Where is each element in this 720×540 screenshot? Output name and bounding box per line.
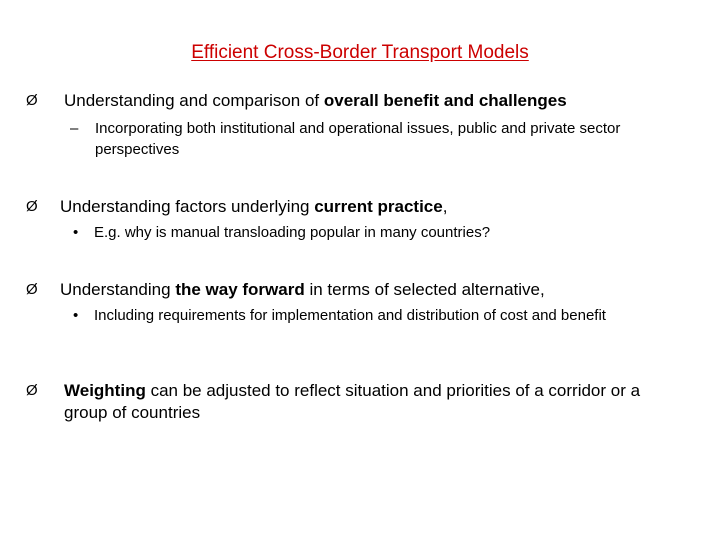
arrow-bullet-icon: Ø: [26, 382, 38, 399]
slide-title: Efficient Cross-Border Transport Models: [191, 42, 529, 63]
arrow-bullet-icon: Ø: [26, 198, 38, 215]
bullet-point-3-text: Understanding the way forward in terms of selected alternative,: [60, 280, 545, 299]
sub-point-2: [73, 222, 693, 243]
sub-point-2-text: E.g. why is manual transloading popular in many countries?: [94, 224, 491, 241]
arrow-bullet-icon: Ø: [26, 281, 38, 298]
sub-point-3-text: Including requirements for implementation and distribution of cost and benefit: [94, 307, 606, 324]
dash-bullet-icon: –: [70, 120, 79, 137]
sub-point-1: [70, 118, 690, 160]
dot-bullet-icon: •: [73, 307, 79, 324]
bullet-point-4: [26, 380, 686, 424]
dot-bullet-icon: •: [73, 224, 79, 241]
bullet-point-2-text: Understanding factors underlying current practice,: [60, 197, 448, 216]
arrow-bullet-icon: Ø: [26, 92, 38, 109]
bullet-point-1-text: Understanding and comparison of overall benefit and challenges: [64, 91, 567, 110]
bullet-point-4-text: Weighting can be adjusted to reflect situation and priorities of a corridor or a group of countries: [64, 381, 641, 422]
sub-point-3: [73, 305, 673, 326]
sub-point-1-text: Incorporating both institutional and operational issues, public and private sector perspectives: [95, 120, 621, 158]
